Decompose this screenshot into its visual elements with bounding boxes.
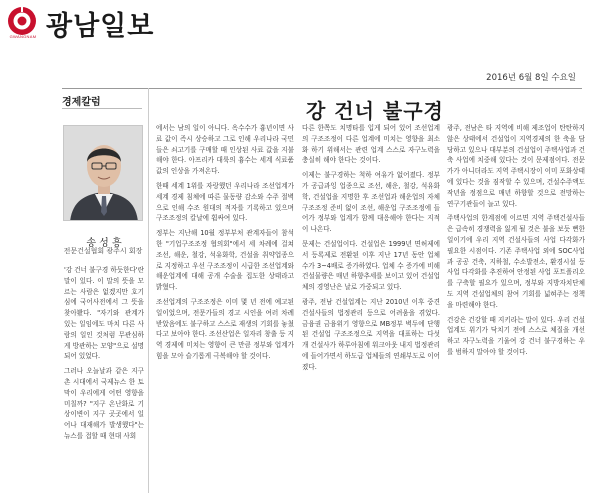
divider xyxy=(62,108,142,109)
author-portrait xyxy=(63,125,143,221)
author-title: 전문건설협회 광주시 회장 xyxy=(63,247,143,255)
article-paragraph: 문제는 건설업이다. 건설업은 1999년 면허제에서 등록제로 전환된 이후 지난 17년 동안 업체 수가 3~4배로 증가하였다. 업체 수 증가에 비해 건설물량은 매년 하향추세를 보이고 있어 건설업체의 경영난은 날로 가중되고 있다. xyxy=(302,239,440,292)
article-paragraph: 그러나 오늘날과 같은 지구촌 시대에서 국제뉴스 한 토막이 우리에게 어떤 영향을 미칠까? "지구 온난화로 기상이변이 지구 곳곳에서 일어나 대재해가 발생했다"는 뉴스를 접할 때 현대 사회 xyxy=(64,367,144,440)
newspaper-logo-icon xyxy=(7,6,37,36)
article-paragraph: 건강은 건강할 때 지키라는 말이 있다. 우리 건설업계도 위기가 닥치기 전에 스스로 체질을 개선하고 자구노력을 기울여 강 건너 불구경하는 우를 범하지 말아야 할 것이다. xyxy=(447,315,585,356)
article-paragraph: 한때 세계 1위를 자랑했던 우리나라 조선업계가 세계 경제 침체에 따른 물동량 감소와 수주 절벽으로 인해 수조 원대의 적자를 기록하고 있으며 구조조정의 칼날에 휩싸여 있다. xyxy=(156,181,294,223)
headline: 강 건너 불구경 xyxy=(306,99,444,123)
article-paragraph: 에서는 남의 일이 아니다. 옥수수가 흉년이면 사료 값이 즉시 상승하고 그로 인해 우리나라 국민들은 쇠고기를 구매할 때 인상된 사료 값을 지불해야 한다. 아프리카 대륙의 흉수는 세계 식료품값의 인상을 가져온다. xyxy=(156,124,294,176)
column-divider xyxy=(148,88,149,493)
paper-name: 광남일보 xyxy=(46,11,155,42)
article-paragraph: 이제는 불구경하는 척하 여유가 없어졌다. 정부가 공급과잉 업종으로 조선, 해운, 철강, 석유화학, 건설업을 지명한 후 조선업과 해운업의 자체 구조조정 준비 없이 조선, 해운업 구조조정에 들어가 정부와 업계가 함께 대응해야 한다는 지적이 나온다. xyxy=(302,171,440,234)
article-paragraph: 조선업계의 구조조정은 이미 몇 년 전에 예고된 일이었으며, 전문가들의 경고 시인을 여러 차례 받았음에도 불구하고 스스로 재생의 기회를 놓쳤다고 보아야 한다. 조선산업은 일자리 창출 등 지역 경제에 미치는 영향이 큰 만큼 정부와 업계가 힘을 모아 슬기롭게 극복해야 할 것이다. xyxy=(156,297,294,360)
article-column-1 xyxy=(64,265,144,490)
logo-subtitle: GWANGNAM xyxy=(9,34,37,39)
masthead xyxy=(0,0,600,42)
article-column-2 xyxy=(156,123,294,490)
article-paragraph: 정부는 지난해 10월 정부부처 관계자들이 참석한 "기업구조조정 협의회"에서 세 차례에 걸쳐 조선, 해운, 철강, 석유화학, 건설을 취약업종으로 지정하고 우선 구조조정이 시급한 조선업계와 해운업계에 대해 공개 수술을 집도한 상태라고 밝혔다. xyxy=(156,229,294,292)
article-column-4 xyxy=(447,123,585,490)
author-name: 송 성 흥 xyxy=(86,238,122,249)
dateline: 2016년 6월 8일 수요일 xyxy=(486,73,576,83)
article-paragraph: 광주, 전남 건설업계는 지난 2010년 이후 중견 건설사들의 법정관리 등으로 어려움을 겪었다. 금융권 금융위기 영향으로 MB정부 벽두에 단행된 건설업 구조조정으로 지역을 대표하는 다섯 개 건설사가 하루아침에 워크아웃 내지 법정관리에 들어가면서 하도급 업체들의 연쇄부도로 이어졌다. xyxy=(302,297,440,371)
article-paragraph: '강 건너 불구경 하듯한다'란 말이 있다. 이 말의 뜻을 모르는 사람은 없겠지만 호기심에 국어사전에서 그 뜻을 찾아봤다. "자기와 관계가 있는 일임에도 마치 다른 사람의 일인 것처럼 무관심하게 방관하는 모양"으로 설명되어 있었다. xyxy=(64,266,144,361)
person-silhouette-icon xyxy=(64,126,143,221)
article-paragraph: 다른 한쪽도 치명타를 입게 되어 있어 조선업계의 구조조정이 다른 업계에 미치는 영향을 최소화 하기 위해서는 관련 업계 스스로 자구노력을 충실히 해야 한다는 것이다. xyxy=(302,124,440,165)
article-column-3 xyxy=(302,123,440,490)
article-paragraph: 광주, 전남은 타 지역에 비해 제조업이 탄탄하지 않은 상태에서 건설업이 지역경제의 한 축을 담당하고 있으나 대부분의 건설업이 주택사업과 건축 사업에 치중해 있다는 것이 문제점이다. 전문가가 아니더라도 지역 주택시장이 이미 포화상태에 있다는 것을 짐작할 수 있으며, 건설수주액도 작년을 정점으로 매년 하향할 것으로 전망하는 연구기관들이 늘고 있다. xyxy=(447,124,585,208)
divider xyxy=(62,88,582,89)
column-label: 경제칼럼 xyxy=(62,97,101,108)
article-paragraph: 주택사업의 한계점에 이르면 지역 주택건설사들은 급속히 경쟁력을 잃게 될 것은 불을 보듯 뻔한 일이기에 우리 지역 건설사들의 사업 다각화가 필요한 시점이다. 기존 주택사업 외에 SOC사업과 공공 건축, 지하철, 수소발전소, 환경시설 등 사업 다각화를 추진하여 안정된 사업 포트폴리오를 구축할 필요가 있으며, 정부와 지방자치단체도 지역 건설업체의 참여 기회를 넓혀주는 정책을 마련해야 한다. xyxy=(447,214,585,309)
